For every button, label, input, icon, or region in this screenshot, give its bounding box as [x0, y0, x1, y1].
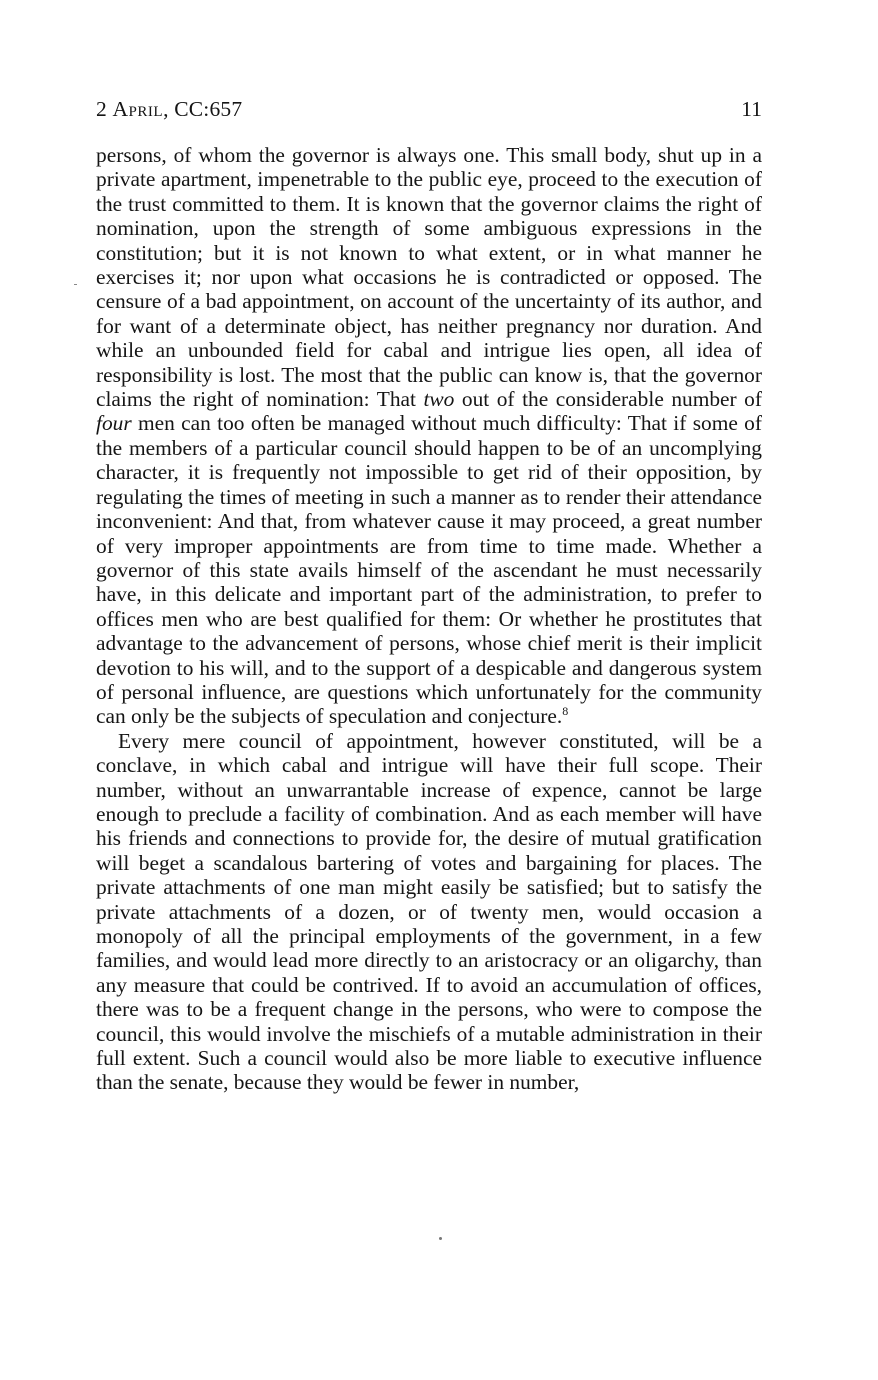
- date-prefix: 2: [96, 97, 113, 121]
- body-text: [96, 143, 762, 1095]
- running-head-reference: [96, 95, 242, 123]
- page-speck: [439, 1237, 442, 1240]
- paragraph-continued: [96, 143, 762, 729]
- paragraph-text: out of the considerable number of: [454, 387, 762, 412]
- footnote-reference: 8: [562, 704, 569, 719]
- month-label: April: [112, 97, 164, 121]
- page-number: 11: [741, 97, 762, 121]
- running-head: [96, 95, 762, 123]
- paragraph-text: men can too often be managed without much difficulty: That if some of the members of a particular council should happen to be of an uncomplying character, it is frequently not impossible to get rid of their opposition, by regulating the times of meeting in such a manner as to render their attendance inconvenient: And that, from whatever cause it may proceed, a great number of very improper appointments are from time to time made. Whether a governor of this state avails himself of the ascendant he must necessarily have, in this delicate and important part of the administration, to prefer to offices men who are best qualified for them: Or whether he prostitutes that advantage to the advancement of persons, whose chief merit is their implicit devotion to his will, and to the support of a despicable and dangerous system of personal influence, are questions which unfortunately for the community can only be the subjects of speculation and conjecture.: [96, 411, 762, 729]
- paragraph: Every mere council of appointment, however constituted, will be a conclave, in which cabal and intrigue will have their full scope. Their number, without an unwarrantable increase of expence, cannot be large enough to preclude a facility of combination. And as each member will have his friends and connections to provide for, the desire of mutual gratification will beget a scandalous bartering of votes and bargaining for places. The private attachments of one man might easily be satisfied; but to satisfy the private attachments of a dozen, or of twenty men, would occasion a monopoly of all the principal employments of the government, in a few families, and would lead more directly to an aristocracy or an oligarchy, than any measure that could be contrived. If to avoid an accumulation of offices, there was to be a frequent change in the persons, who were to compose the council, this would involve the mischiefs of a mutable administration in their full extent. Such a council would also be more liable to executive influence than the senate, because they would be fewer in number,: [96, 728, 762, 1095]
- italic-word: two: [423, 387, 455, 412]
- italic-word: four: [96, 411, 132, 436]
- document-reference: , CC:657: [163, 97, 243, 121]
- paragraph-text: persons, of whom the governor is always one. This small body, shut up in a private apartment, impenetrable to the public eye, proceed to the execution of the trust committed to them. It is known that the governor claims the right of nomination, upon the strength of some ambiguous expressions in the constitution; but it is not known to what extent, or in what manner he exercises it; nor upon what occasions he is contradicted or opposed. The censure of a bad appointment, on account of the uncertainty of its author, and for want of a determinate object, has neither pregnancy nor duration. And while an unbounded field for cabal and intrigue lies open, all idea of responsibility is lost. The most that the public can know is, that the governor claims the right of nomination: That: [96, 143, 762, 412]
- margin-mark: [74, 284, 77, 285]
